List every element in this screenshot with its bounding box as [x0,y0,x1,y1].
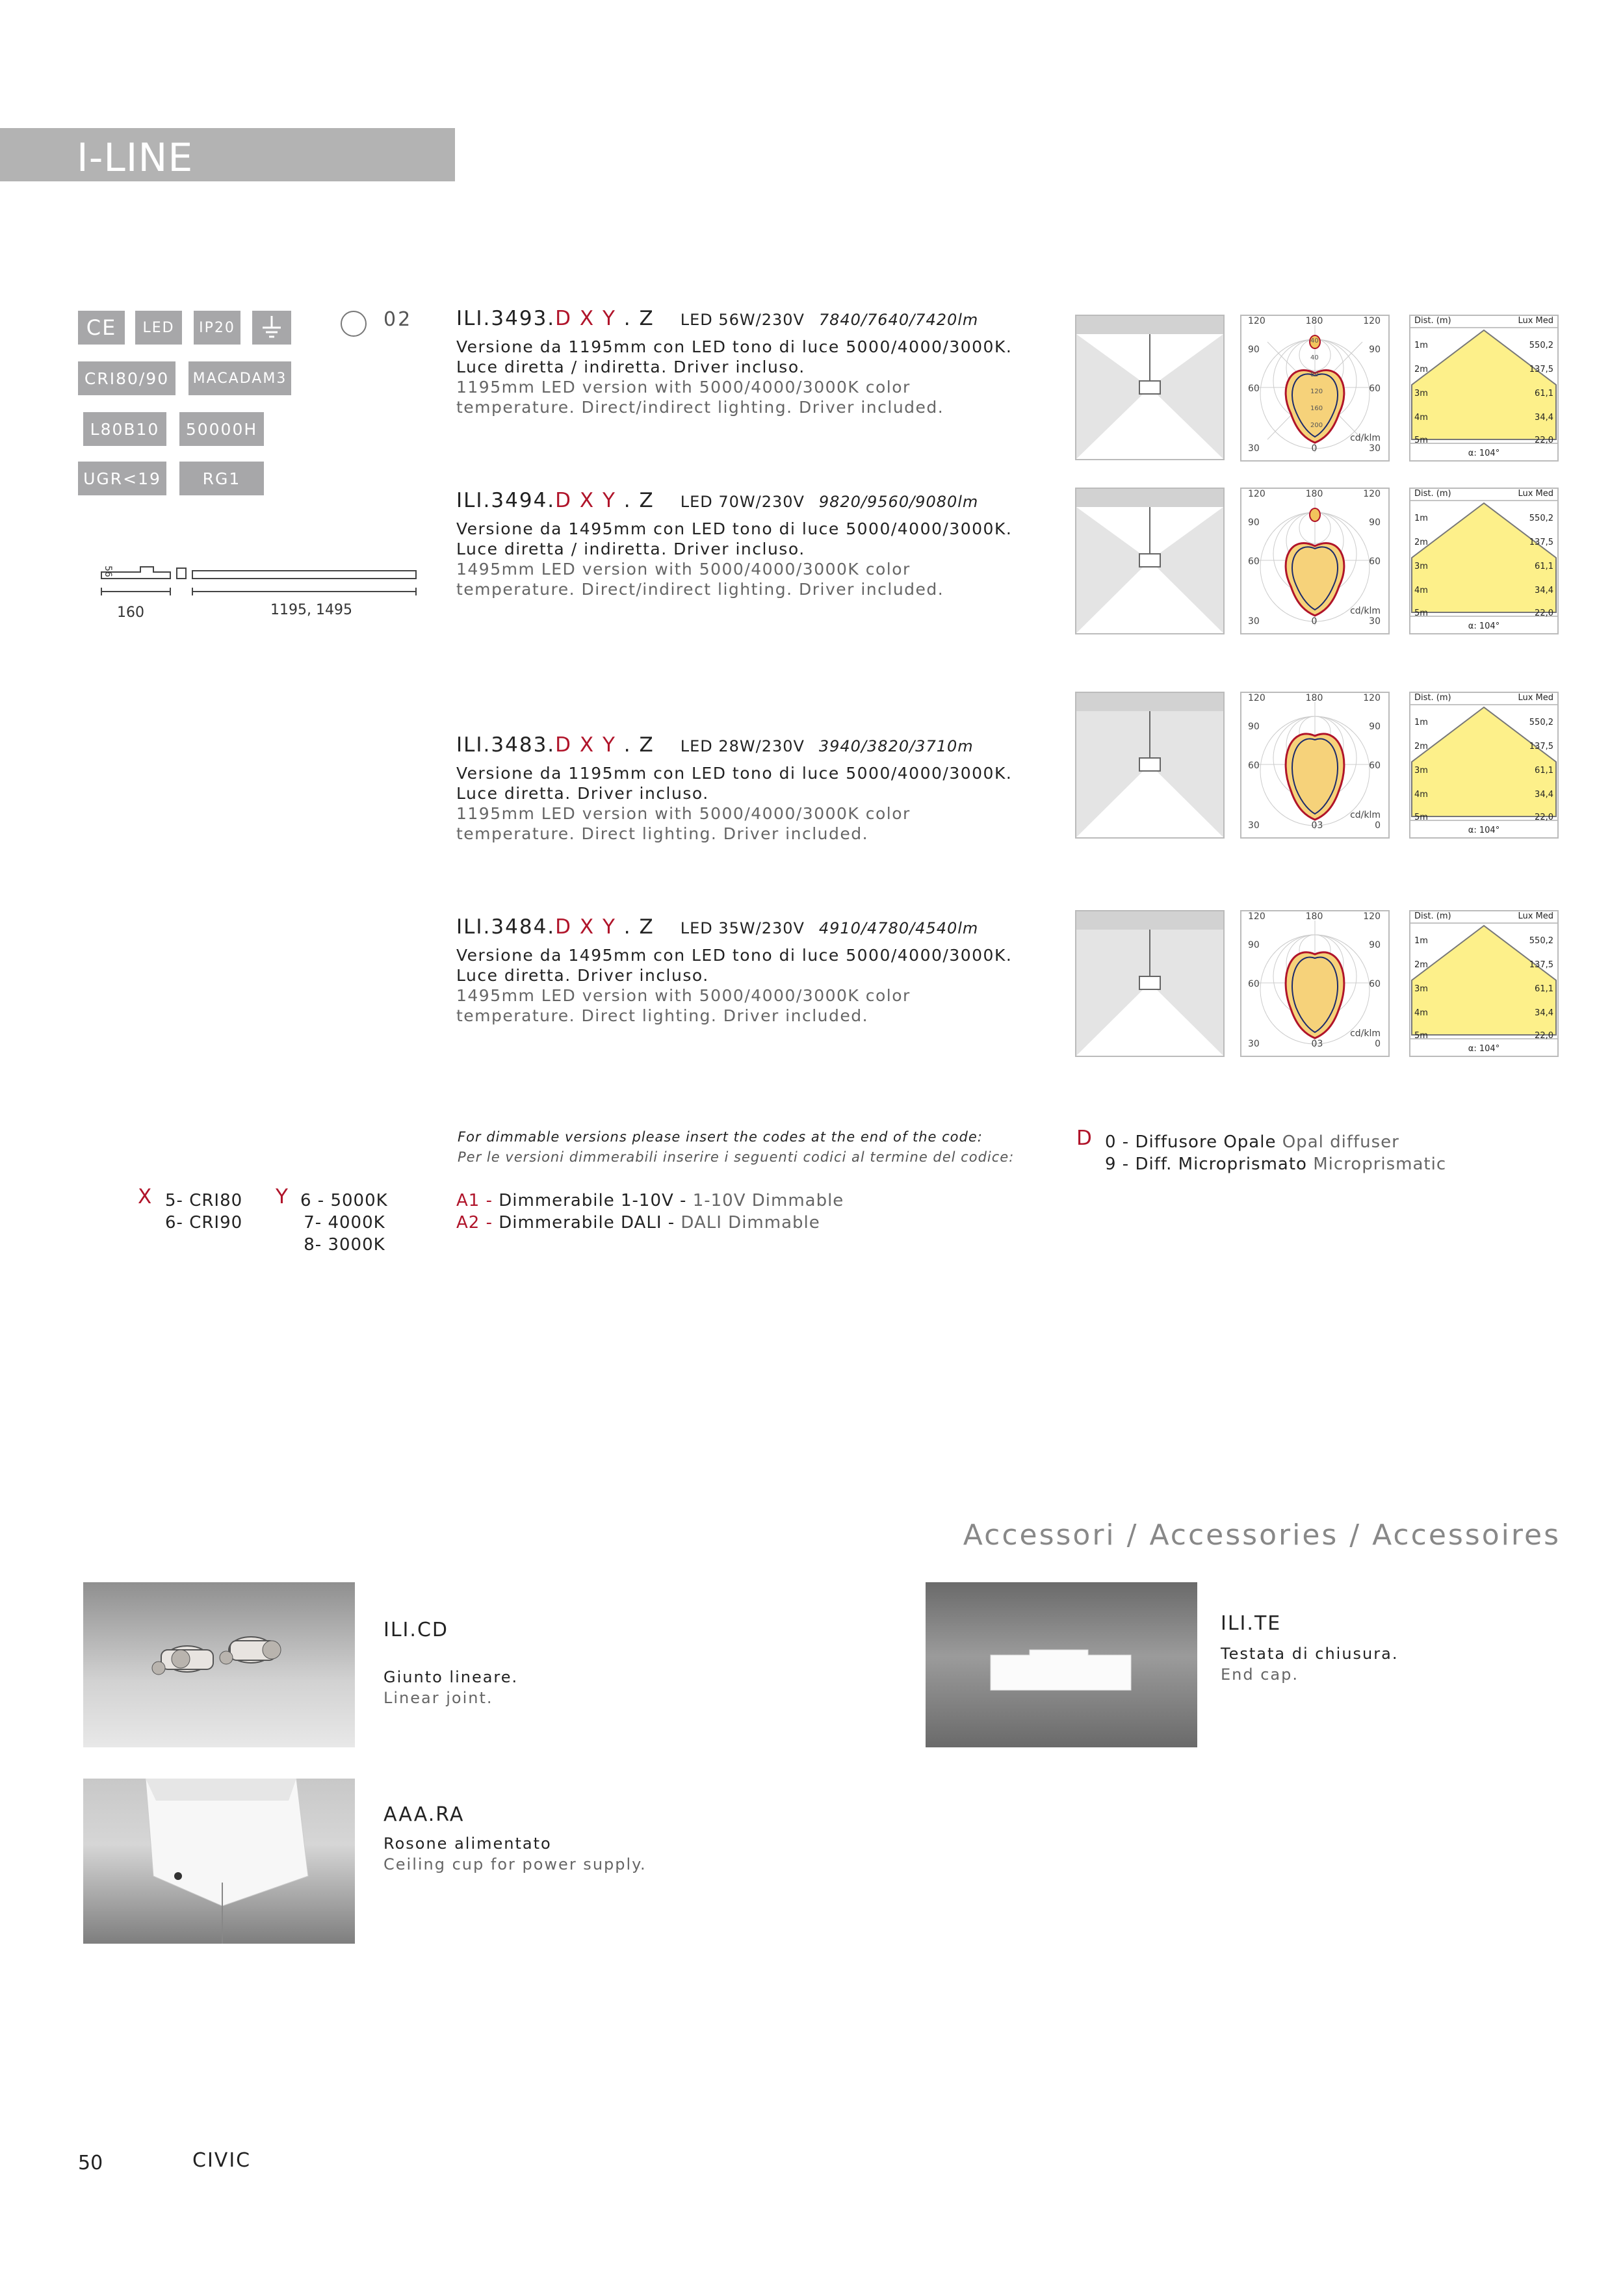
ce-badge: CE [78,311,125,345]
product-lumens: 7840/7640/7420lm [818,311,979,329]
product-suffix: . Z [623,307,655,330]
diffuser-options: 0 - Diffusore Opale Opal diffuser 9 - Diff. Microprismato Microprismatic [1105,1132,1447,1174]
l80-badge: L80B10 [83,412,166,446]
desc-en-2: temperature. Direct/indirect lighting. Driver included. [456,398,944,417]
desc-en-2: temperature. Direct lighting. Driver included. [456,824,869,843]
desc-it-2: Luce diretta / indiretta. Driver incluso. [456,540,805,558]
product-options: D X Y [555,733,616,757]
desc-it-2: Luce diretta. Driver incluso. [456,784,709,803]
accessory-desc: Rosone alimentato Ceiling cup for power supply. [383,1834,647,1873]
desc-en-2: temperature. Direct lighting. Driver included. [456,1006,869,1025]
linear-joint-photo [83,1582,355,1747]
dimmable-options: A1 - Dimmerabile 1-10V - 1-10V Dimmable A2 - Dimmerabile DALI - DALI Dimmable [456,1191,844,1233]
accessory-code: AAA.RA [383,1803,465,1826]
ip-badge: IP20 [194,311,240,345]
product-options: D X Y [555,915,616,939]
product-3494 [456,489,1012,599]
desc-it-1: Versione da 1195mm con LED tono di luce 5000/4000/3000K. [456,337,1013,356]
product-code: ILI.3483. [456,733,556,757]
finish-swatch [341,311,367,337]
diffuser-letter: D [1076,1127,1093,1150]
page-title: I-LINE [77,135,194,181]
cri-options: 5- CRI80 6- CRI90 [165,1191,243,1233]
dim-height: 56 [103,566,113,577]
product-lumens: 4910/4780/4540lm [818,919,979,937]
cct-options: 6 - 5000K 7- 4000K 8- 3000K [300,1191,388,1255]
product-lumens: 9820/9560/9080lm [818,493,979,511]
product-3484 [456,915,1012,1026]
polar-labels-3: 120 180 120 90 90 60 60 cd/klm 30 03 0 [1248,693,1381,831]
product-spec: LED 35W/230V [680,919,805,937]
product-spec: LED 56W/230V [680,311,805,329]
polar-labels-2: 120 180 120 90 90 60 60 cd/klm 30 0 30 [1248,489,1381,627]
desc-en-1: 1495mm LED version with 5000/4000/3000K color [456,560,911,579]
product-suffix: . Z [623,489,655,512]
desc-it-1: Versione da 1195mm con LED tono di luce 5000/4000/3000K. [456,764,1013,783]
accessory-desc: Giunto lineare. Linear joint. [383,1668,519,1707]
lux-table-2: Dist. (m) Lux Med 1m 550,2 2m 137,5 3m 61,1 4m 34,4 5m 22,0 α: 104° [1409,488,1559,634]
macadam-badge: MACADAM3 [188,361,291,395]
product-spec: LED 28W/230V [680,737,805,755]
led-badge: LED [135,311,182,345]
title-band [0,128,455,181]
cri-badge: CRI80/90 [78,361,175,395]
ugr-badge: UGR<19 [78,462,166,495]
accessory-code: ILI.TE [1221,1612,1282,1635]
desc-en-2: temperature. Direct/indirect lighting. Driver included. [456,580,944,599]
desc-it-2: Luce diretta. Driver incluso. [456,966,709,985]
product-suffix: . Z [623,915,655,939]
polar-ring-labels: 40 40 80 120 160 200 [1310,337,1323,429]
product-code: ILI.3493. [456,307,556,330]
lux-table-4: Dist. (m) Lux Med 1m 550,2 2m 137,5 3m 61,1 4m 34,4 5m 22,0 α: 104° [1409,910,1559,1057]
finish-code: 02 [383,308,413,331]
hours-badge: 50000H [179,412,264,446]
product-code: ILI.3494. [456,489,556,512]
light-diagram-1 [1075,315,1225,460]
desc-en-1: 1495mm LED version with 5000/4000/3000K color [456,986,911,1005]
desc-en-1: 1195mm LED version with 5000/4000/3000K color [456,804,911,823]
product-options: D X Y [555,489,616,512]
lux-table-1: Dist. (m) Lux Med 1m 550,2 2m 137,5 3m 61,1 4m 34,4 5m 22,0 α: 104° [1409,315,1559,462]
accessory-desc: Testata di chiusura. End cap. [1221,1645,1399,1684]
product-3483 [456,733,1012,844]
rg-badge: RG1 [179,462,264,495]
brand-logo: CIVIC [192,2149,252,2172]
end-cap-photo [926,1582,1197,1747]
polar-labels-4: 120 180 120 90 90 60 60 cd/klm 30 03 0 [1248,911,1381,1049]
light-diagram-3 [1075,692,1225,839]
product-suffix: . Z [623,733,655,757]
cct-letter: Y [276,1185,289,1208]
polar-labels-1: 120 180 120 90 90 60 60 cd/klm 30 0 30 [1248,316,1381,454]
accessory-code: ILI.CD [383,1619,448,1641]
product-lumens: 3940/3820/3710m [818,737,974,755]
desc-it-1: Versione da 1495mm con LED tono di luce 5000/4000/3000K. [456,946,1013,965]
earth-icon [252,311,291,345]
product-3493 [456,307,1012,417]
light-diagram-4 [1075,910,1225,1057]
cri-letter: X [138,1185,153,1208]
dimmable-note: For dimmable versions please insert the codes at the end of the code: Per le versioni dimmerabili inserire i seguenti codici al termine del codice: [458,1129,1015,1165]
product-options: D X Y [555,307,616,330]
light-diagram-2 [1075,488,1225,634]
desc-it-1: Versione da 1495mm con LED tono di luce 5000/4000/3000K. [456,519,1013,538]
dim-lengths: 1195, 1495 [270,602,352,618]
dim-width: 160 [117,605,144,621]
page-number: 50 [78,2152,103,2174]
desc-en-1: 1195mm LED version with 5000/4000/3000K color [456,378,911,397]
accessories-title: Accessori / Accessories / Accessoires [963,1519,1561,1552]
lux-table-3: Dist. (m) Lux Med 1m 550,2 2m 137,5 3m 61,1 4m 34,4 5m 22,0 α: 104° [1409,692,1559,839]
product-code: ILI.3484. [456,915,556,939]
ceiling-cup-photo [83,1779,355,1944]
desc-it-2: Luce diretta / indiretta. Driver incluso. [456,358,805,376]
product-spec: LED 70W/230V [680,493,805,511]
